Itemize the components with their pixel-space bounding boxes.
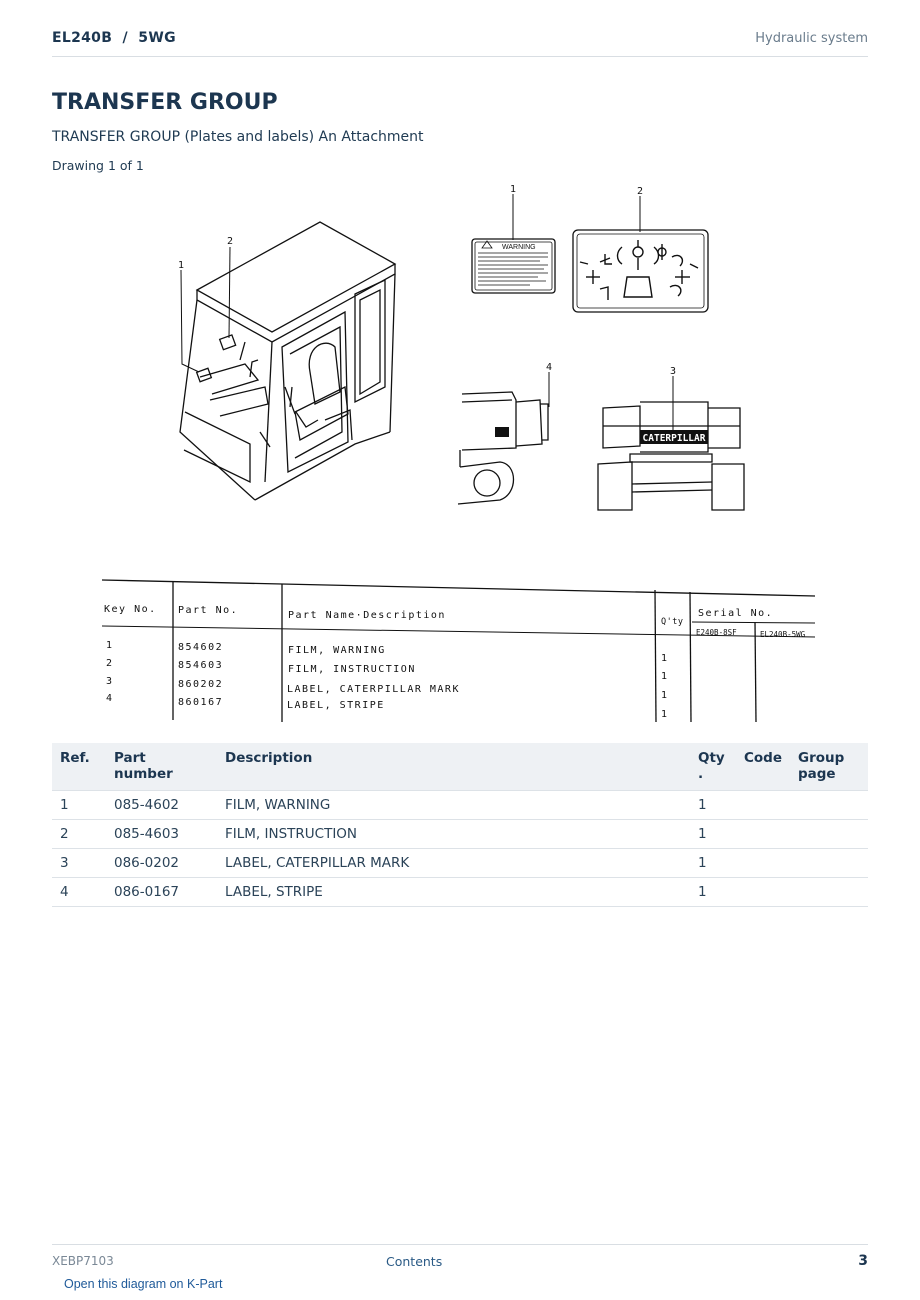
scanned-key: 4 <box>106 693 114 704</box>
col-group-page: Group page <box>790 743 868 791</box>
warning-plate-text: WARNING <box>502 244 536 251</box>
scanned-key: 1 <box>106 640 114 651</box>
cell-ref: 2 <box>52 820 106 849</box>
col-description: Description <box>217 743 690 791</box>
col-ref: Ref. <box>52 743 106 791</box>
table-row <box>52 820 868 849</box>
callout-plate-1: 1 <box>510 184 517 195</box>
page-title: TRANSFER GROUP <box>52 90 278 115</box>
scanned-serial-2: EL240B-5WG <box>760 630 806 639</box>
scanned-part: 854602 <box>178 642 224 653</box>
table-row <box>52 878 868 907</box>
cell-code <box>736 878 790 907</box>
scanned-key: 3 <box>106 676 114 687</box>
cell-part-number: 086-0167 <box>106 878 217 907</box>
scanned-header-name: Part Name·Description <box>288 610 446 621</box>
caterpillar-mark-text: CATERPILLAR <box>642 433 706 444</box>
page-footer <box>52 1244 868 1275</box>
page-number: 3 <box>858 1253 868 1269</box>
col-qty: Qty . <box>690 743 736 791</box>
col-part-number: Part number <box>106 743 217 791</box>
cell-group-page <box>790 791 868 820</box>
cell-description: FILM, INSTRUCTION <box>217 820 690 849</box>
cell-ref: 1 <box>52 791 106 820</box>
scanned-header-key: Key No. <box>104 604 157 615</box>
parts-table <box>52 743 868 907</box>
cell-part-number: 086-0202 <box>106 849 217 878</box>
scanned-part: 860202 <box>178 679 224 690</box>
cell-code <box>736 820 790 849</box>
scanned-qty: 1 <box>661 671 669 682</box>
parts-table-header <box>52 743 868 791</box>
cell-code <box>736 791 790 820</box>
cell-part-number: 085-4603 <box>106 820 217 849</box>
table-row <box>52 849 868 878</box>
callout-view-4: 4 <box>546 362 553 373</box>
cell-ref: 4 <box>52 878 106 907</box>
page-subtitle: TRANSFER GROUP (Plates and labels) An Attachment <box>52 129 424 145</box>
scanned-part: 860167 <box>178 697 224 708</box>
contents-link[interactable]: Contents <box>386 1254 443 1269</box>
scanned-name: LABEL, STRIPE <box>287 700 385 711</box>
cell-qty: 1 <box>690 849 736 878</box>
col-code: Code <box>736 743 790 791</box>
cell-ref: 3 <box>52 849 106 878</box>
cell-description: FILM, WARNING <box>217 791 690 820</box>
section-name: Hydraulic system <box>755 31 868 46</box>
callout-cab-1: 1 <box>178 260 185 271</box>
cell-part-number: 085-4602 <box>106 791 217 820</box>
parts-diagram <box>100 182 820 727</box>
scanned-name: LABEL, CATERPILLAR MARK <box>287 684 460 695</box>
cell-qty: 1 <box>690 820 736 849</box>
cell-qty: 1 <box>690 791 736 820</box>
cell-description: LABEL, CATERPILLAR MARK <box>217 849 690 878</box>
cell-group-page <box>790 878 868 907</box>
callout-plate-2: 2 <box>637 186 644 197</box>
scanned-header-qty: Q'ty <box>661 617 684 627</box>
instruction-plate <box>573 186 708 312</box>
scanned-parts-table <box>102 580 815 722</box>
drawing-counter: Drawing 1 of 1 <box>52 158 144 173</box>
scanned-qty: 1 <box>661 690 669 701</box>
scanned-qty: 1 <box>661 709 669 720</box>
cab-illustration <box>178 222 395 500</box>
cell-group-page <box>790 849 868 878</box>
scanned-header-part: Part No. <box>178 605 239 616</box>
page-header <box>52 28 868 57</box>
scanned-name: FILM, INSTRUCTION <box>288 664 416 675</box>
scanned-part: 854603 <box>178 660 224 671</box>
table-row <box>52 791 868 820</box>
cell-qty: 1 <box>690 878 736 907</box>
kpart-diagram-link[interactable]: Open this diagram on K-Part <box>64 1277 223 1291</box>
cell-group-page <box>790 820 868 849</box>
scanned-header-serial: Serial No. <box>698 608 774 619</box>
scanned-qty: 1 <box>661 653 669 664</box>
callout-view-3: 3 <box>670 366 677 377</box>
scanned-serial-1: E240B-8SF <box>696 628 737 637</box>
scanned-name: FILM, WARNING <box>288 645 386 656</box>
cell-description: LABEL, STRIPE <box>217 878 690 907</box>
caterpillar-mark-view <box>598 366 744 510</box>
cell-code <box>736 849 790 878</box>
stripe-view <box>458 362 552 504</box>
callout-cab-2: 2 <box>227 236 234 247</box>
model-code: EL240B / 5WG <box>52 30 176 46</box>
scanned-key: 2 <box>106 658 114 669</box>
document-id: XEBP7103 <box>52 1254 114 1268</box>
warning-plate <box>472 184 555 293</box>
